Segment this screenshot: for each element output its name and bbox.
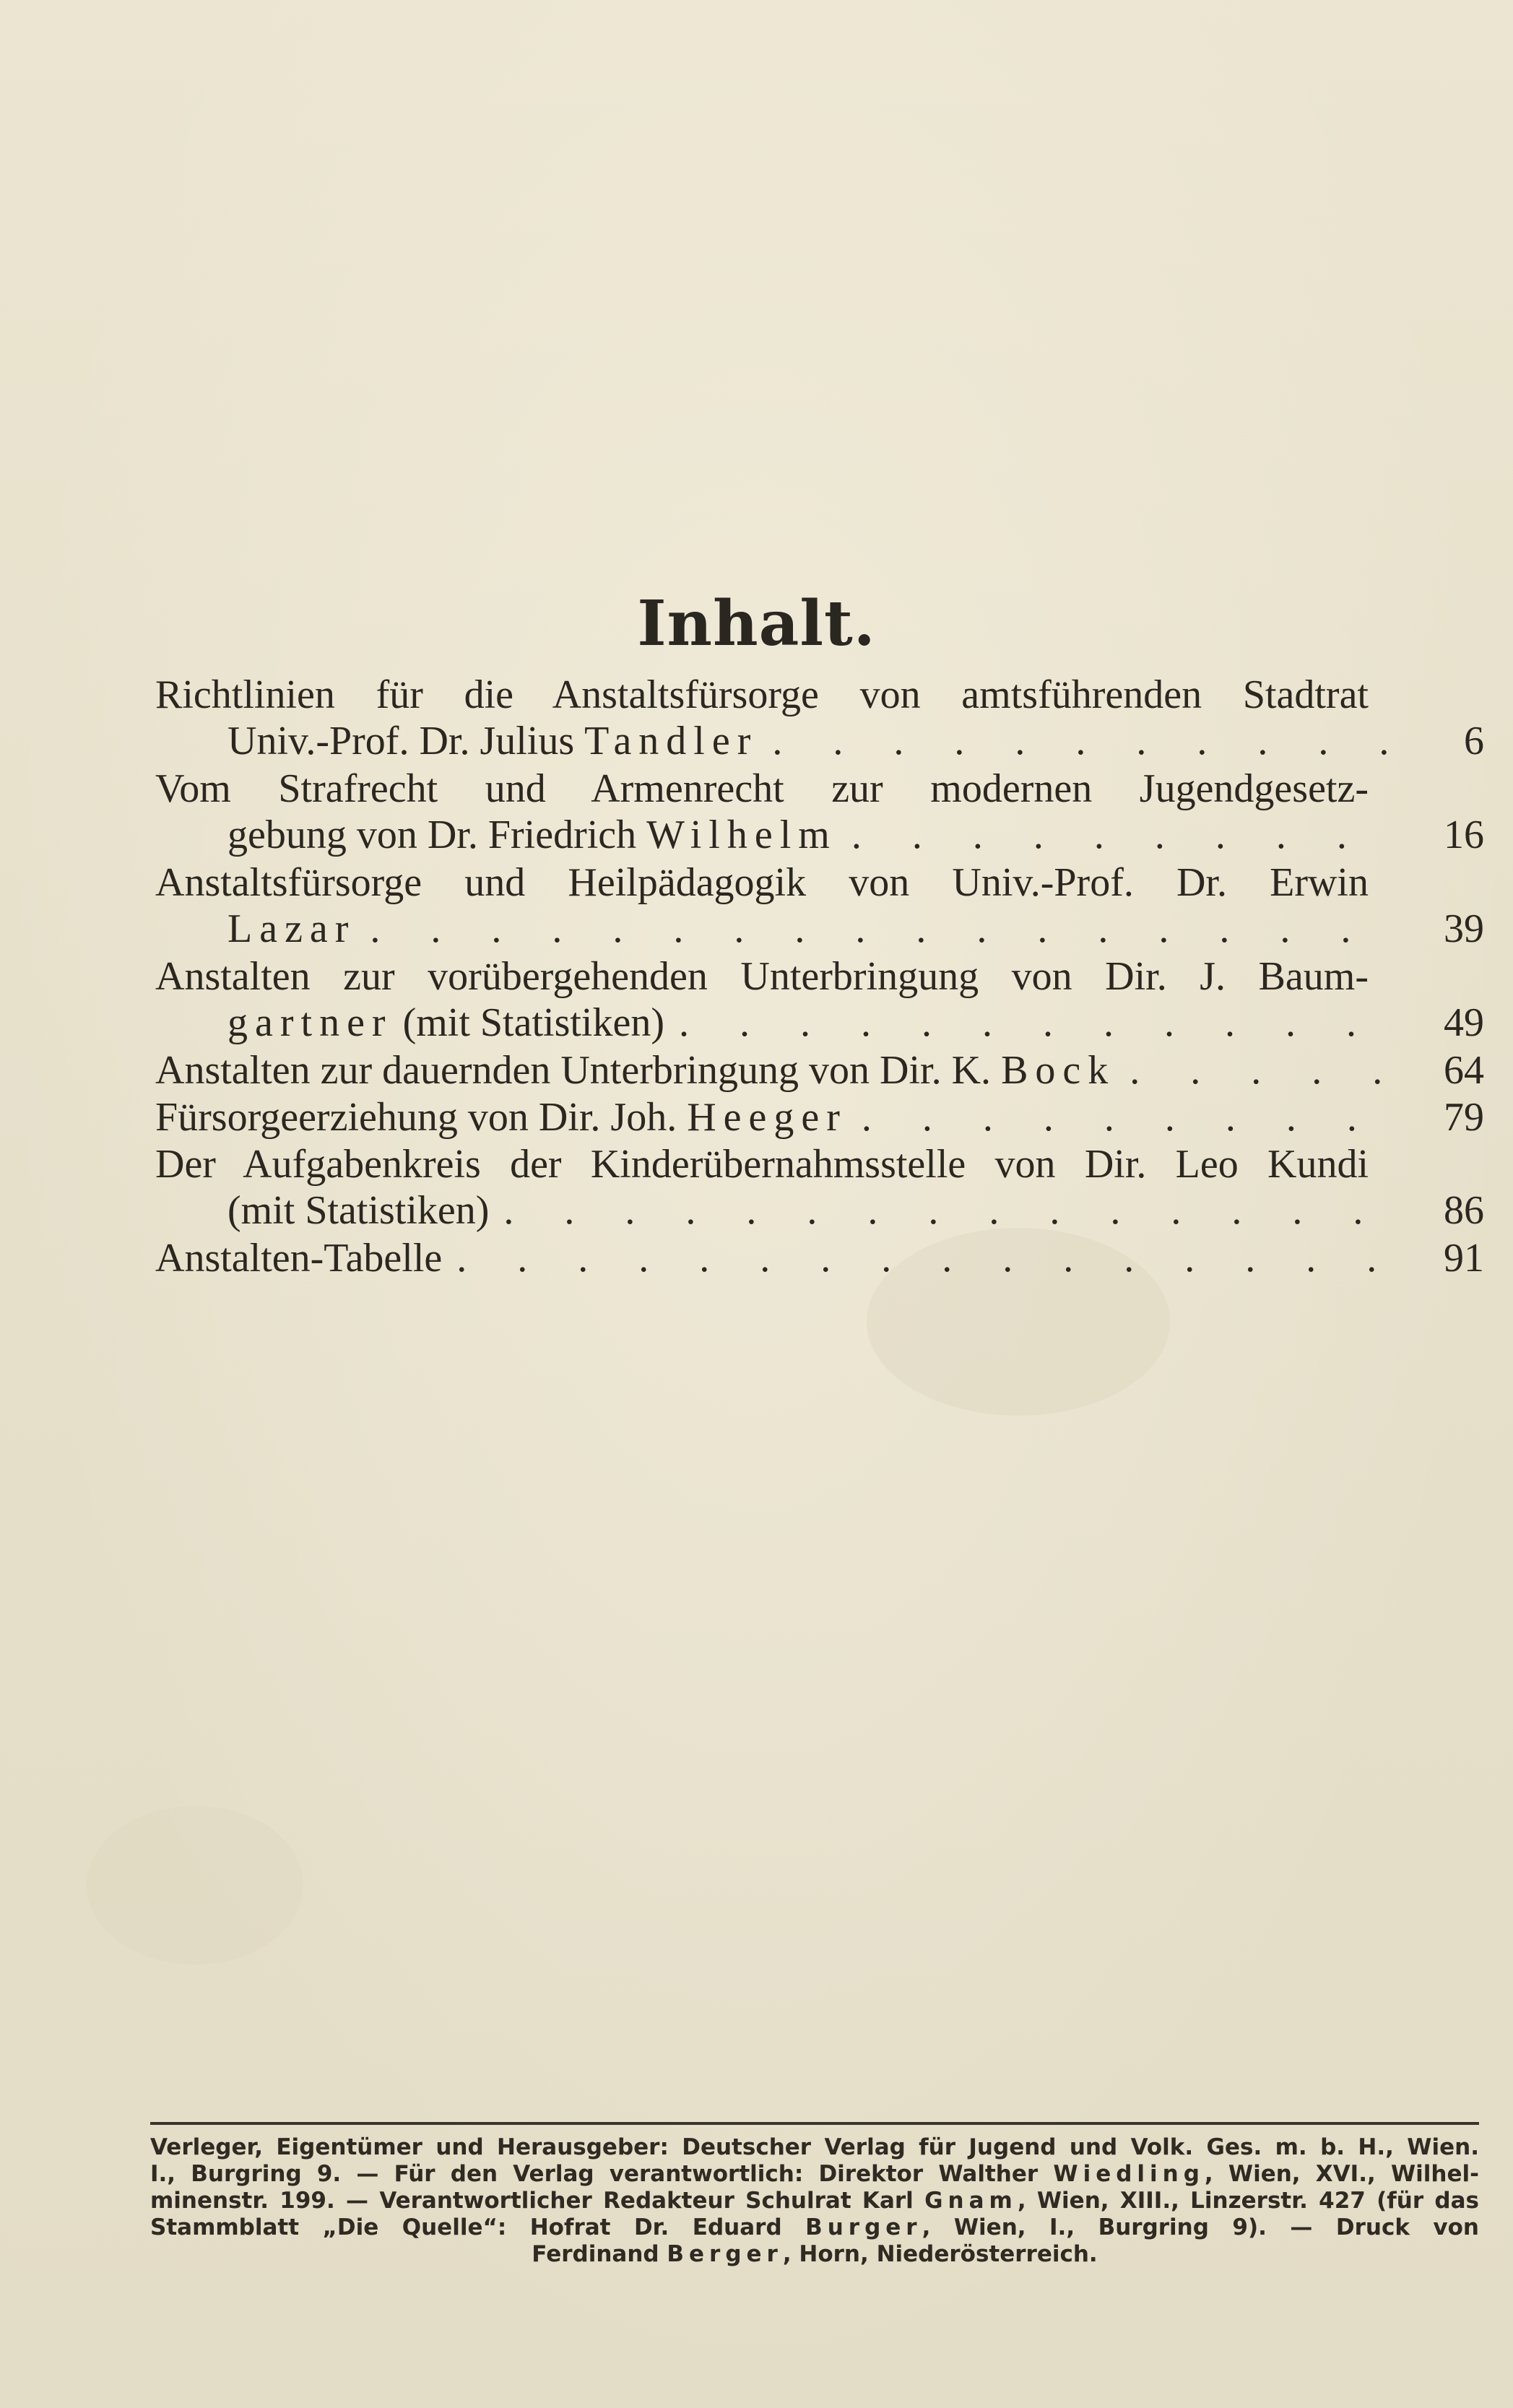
imprint-text: I., Burgring 9. — Für den Verlag verantwortlich: Direktor Walther — [150, 2161, 1054, 2187]
toc-entry[interactable] — [155, 1235, 1484, 1281]
imprint-line — [150, 2188, 1479, 2214]
toc-entry-text: Univ.-Prof. Dr. Julius — [227, 719, 585, 763]
toc-entry-text: Anstalten-Tabelle — [155, 1236, 443, 1281]
toc-entry-title-cont — [227, 812, 837, 858]
toc-entry-title: Der Aufgabenkreis der Kinderübernahmsstelle von Dir. Leo Kundi — [155, 1142, 1369, 1187]
imprint-text: Ferdinand — [532, 2241, 667, 2267]
toc-page-number: 79 — [1444, 1095, 1484, 1140]
toc-page-number: 16 — [1444, 813, 1484, 857]
toc-entry-lastline — [155, 812, 1484, 858]
toc-entry[interactable] — [155, 859, 1484, 952]
toc-entry[interactable] — [155, 953, 1484, 1046]
toc-entry[interactable] — [155, 1141, 1484, 1234]
toc-page-number: 86 — [1444, 1188, 1484, 1233]
imprint-text: , Horn, Niederösterreich. — [782, 2241, 1098, 2267]
imprint-name: Gnam — [924, 2188, 1018, 2214]
imprint-name: Berger — [667, 2241, 783, 2267]
toc-entry-title-cont — [227, 1000, 664, 1046]
toc-entry-title — [155, 1094, 847, 1140]
toc-entry-title-cont — [227, 906, 355, 952]
toc-entry-author: Tandler — [584, 719, 758, 763]
toc-entry-author: Lazar — [227, 906, 356, 951]
toc-entry-lastline — [155, 1187, 1484, 1234]
leader-dots — [758, 718, 1397, 764]
imprint — [150, 2134, 1479, 2268]
imprint-text: Stammblatt „Die Quelle“: Hofrat Dr. Eduard — [150, 2214, 806, 2240]
toc-entry[interactable] — [155, 766, 1484, 858]
toc-page-number: 6 — [1464, 719, 1484, 763]
toc-entry-title: Anstalten zur vorübergehenden Unterbringung von Dir. J. Baum- — [155, 954, 1369, 999]
toc-entry[interactable] — [155, 672, 1484, 764]
leader-dots — [489, 1187, 1397, 1234]
toc-entry-lastline — [155, 718, 1484, 764]
toc-page-number: 91 — [1444, 1236, 1484, 1281]
toc-entry-text: gebung von Dr. Friedrich — [227, 813, 647, 857]
toc-entry-text: Fürsorgeerziehung von Dir. Joh. — [155, 1095, 688, 1140]
leader-dots — [847, 1094, 1397, 1140]
toc-entry-title-cont — [227, 718, 758, 764]
imprint-text: minenstr. 199. — Verantwortlicher Redakteur Schulrat Karl — [150, 2188, 925, 2214]
toc-entry-lastline — [155, 906, 1484, 952]
toc-page-number: 64 — [1444, 1048, 1484, 1093]
leader-dots — [1115, 1047, 1397, 1093]
toc-entry-title — [155, 1047, 1115, 1093]
toc-entry-author: gartner — [227, 1000, 393, 1045]
toc-entry-lastline — [155, 1047, 1484, 1093]
toc-entry-author: Wilhelm — [646, 813, 837, 857]
toc-page-number: 49 — [1444, 1000, 1484, 1045]
imprint-line — [150, 2161, 1479, 2188]
toc-entry-title — [155, 1235, 442, 1281]
toc-entry[interactable] — [155, 1047, 1484, 1093]
toc-page-number: 39 — [1444, 906, 1484, 951]
toc-entry-title: Richtlinien für die Anstaltsfürsorge von amtsführenden Stadtrat — [155, 672, 1369, 717]
imprint-text: , Wien, I., Burgring 9). — Druck von — [922, 2214, 1480, 2240]
toc-entry-lastline — [155, 1235, 1484, 1281]
toc-entry-text: (mit Statistiken) — [227, 1188, 490, 1233]
leader-dots — [837, 812, 1397, 858]
imprint-line — [150, 2241, 1479, 2268]
leader-dots — [664, 1000, 1397, 1046]
toc-entry-title: Anstaltsfürsorge und Heilpädagogik von Univ.-Prof. Dr. Erwin — [155, 860, 1369, 905]
toc-entry-lastline — [155, 1094, 1484, 1140]
imprint-name: Burger — [805, 2214, 922, 2240]
toc-entry-title-cont — [227, 1187, 489, 1234]
footer-divider — [150, 2122, 1479, 2125]
toc-entry-text: (mit Statistiken) — [392, 1000, 664, 1045]
imprint-text: , Wien, XIII., Linzerstr. 427 (für das — [1017, 2188, 1479, 2214]
imprint-line: Verleger, Eigentümer und Herausgeber: Deutscher Verlag für Jugend und Volk. Ges. m. b. H., Wien. — [150, 2134, 1479, 2160]
imprint-text: , Wien, XVI., Wilhel- — [1204, 2161, 1479, 2187]
toc-entry[interactable] — [155, 1094, 1484, 1140]
toc-entry-title: Vom Strafrecht und Armenrecht zur modernen Jugendgesetz- — [155, 766, 1369, 811]
toc-entry-lastline — [155, 1000, 1484, 1046]
imprint-line — [150, 2214, 1479, 2241]
leader-dots — [442, 1235, 1397, 1281]
leader-dots — [355, 906, 1397, 952]
toc-entry-author: Heeger — [687, 1095, 847, 1140]
toc-entry-author: Bock — [1001, 1048, 1116, 1093]
toc-entry-text: Anstalten zur dauernden Unterbringung von Dir. K. — [155, 1048, 1002, 1093]
paper-stain — [87, 1806, 303, 1965]
page-title: Inhalt. — [637, 586, 876, 660]
imprint-name: Wiedling — [1053, 2161, 1205, 2187]
